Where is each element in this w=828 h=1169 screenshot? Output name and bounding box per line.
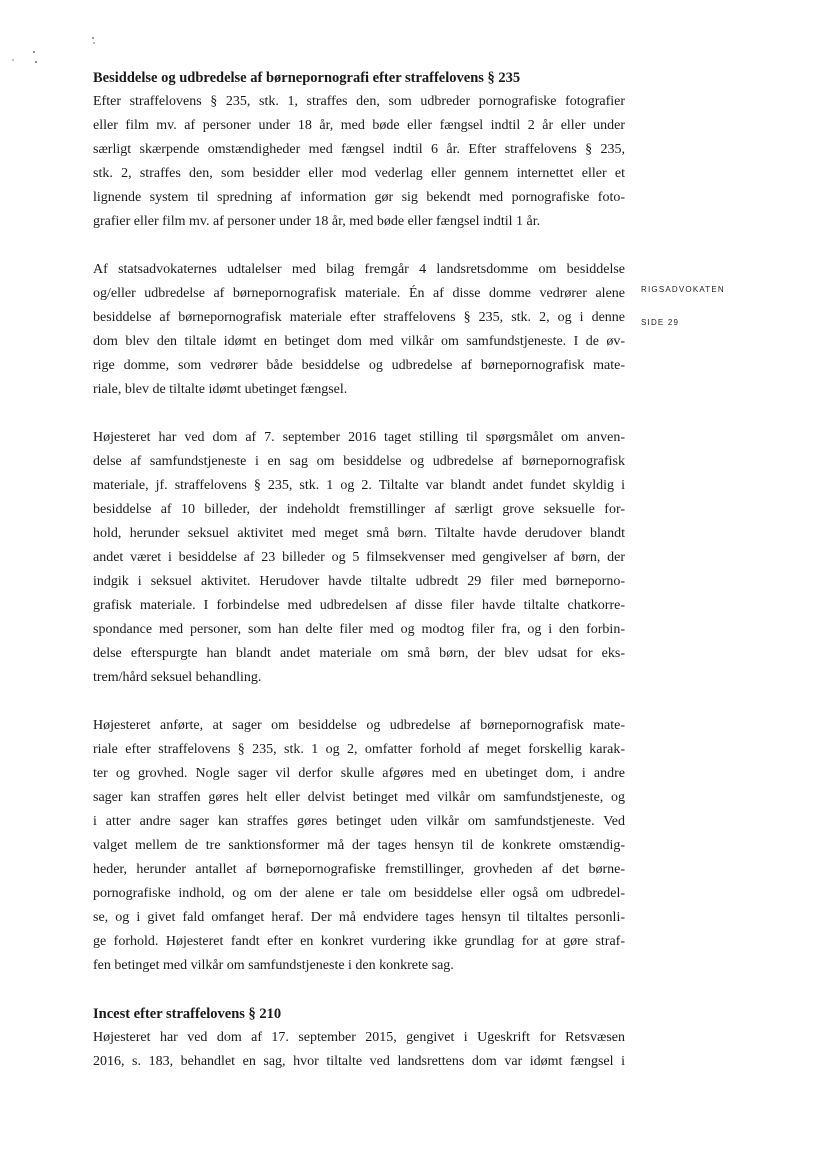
- text-line: fen betinget med vilkår om samfundstjeneste i den konkrete sag.: [93, 958, 454, 973]
- paragraph: [93, 426, 625, 690]
- margin-header: [641, 285, 725, 327]
- text-line: eller film mv. af personer under 18 år, med bøde eller fængsel indtil 2 år eller under: [93, 118, 625, 133]
- text-line: delse efterspurgte han blandt andet materiale om små børn, der blev udsat for eks-: [93, 646, 625, 661]
- section-incest: [93, 1002, 625, 1074]
- text-line: se, og i givet fald omfanget heraf. Der må endvidere tages hensyn til tiltaltes personli-: [93, 910, 625, 925]
- text-line: dom blev den tiltale idømt en betinget dom med vilkår om samfundstjeneste. I de øv-: [93, 334, 625, 349]
- text-line: Højesteret anførte, at sager om besiddelse og udbredelse af børnepornografisk mate-: [93, 718, 625, 733]
- text-line: lignende system til spredning af information gør sig bekendt med pornografiske foto-: [93, 190, 625, 205]
- text-line: trem/hård seksuel behandling.: [93, 670, 262, 685]
- section-heading: Besiddelse og udbredelse af børnepornografi efter straffelovens § 235: [93, 70, 521, 86]
- text-line: grafier eller film mv. af personer under 18 år, med bøde eller fængsel indtil 1 år.: [93, 214, 541, 229]
- scan-artifact-dots: [8, 34, 98, 74]
- section-heading: Incest efter straffelovens § 210: [93, 1006, 282, 1022]
- text-line: Efter straffelovens § 235, stk. 1, straffes den, som udbreder pornografiske fotografier: [93, 94, 625, 109]
- text-line: valget mellem de tre sanktionsformer må der tages hensyn til de konkrete omstændig-: [93, 838, 625, 853]
- paragraph: [93, 258, 625, 402]
- text-line: stk. 2, straffes den, som besidder eller mod vederlag eller gennem internettet eller et: [93, 166, 625, 181]
- text-line: riale efter straffelovens § 235, stk. 1 og 2, omfatter forhold af meget forskellig karak-: [93, 742, 625, 757]
- text-line: riale, blev de tiltalte idømt ubetinget fængsel.: [93, 382, 348, 397]
- text-line: besiddelse af børnepornografisk materiale efter straffelovens § 235, stk. 2, og i denne: [93, 310, 625, 325]
- text-line: ter og grovhed. Nogle sager vil derfor skulle afgøres med en ubetinget dom, i andre: [93, 766, 625, 781]
- text-line: andet været i besiddelse af 23 billeder og 5 filmsekvenser med gengivelser af børn, der: [93, 550, 625, 565]
- text-line: Af statsadvokaternes udtalelser med bilag fremgår 4 landsretsdomme om besiddelse: [93, 262, 625, 277]
- text-line: ge forhold. Højesteret fandt efter en konkret vurdering ikke grundlag for at gøre straf-: [93, 934, 625, 949]
- text-line: grafisk materiale. I forbindelse med udbredelsen af disse filer havde tiltalte chatkorre-: [93, 598, 625, 613]
- text-line: rige domme, som vedrører både besiddelse og udbredelse af børnepornografisk mate-: [93, 358, 625, 373]
- text-line: delse af samfundstjeneste i en sag om besiddelse og udbredelse af børnepornografisk: [93, 454, 625, 469]
- text-line: og/eller udbredelse af børnepornografisk materiale. Én af disse domme vedrører alene: [93, 286, 625, 301]
- text-line: indgik i seksuel aktivitet. Herudover havde tiltalte udbredt 29 filer med børneporno-: [93, 574, 625, 589]
- text-line: materiale, jf. straffelovens § 235, stk. 1 og 2. Tiltalte var blandt andet fundet skyldig i: [93, 478, 625, 493]
- text-line: 2016, s. 183, behandlet en sag, hvor tiltalte ved landsrettens dom var idømt fængsel i: [93, 1054, 625, 1069]
- text-line: heder, herunder antallet af børnepornografiske fremstillinger, grovheden af det børne-: [93, 862, 625, 877]
- text-line: særligt skærpende omstændigheder med fængsel indtil 6 år. Efter straffelovens § 235,: [93, 142, 625, 157]
- text-line: hold, herunder seksuel aktivitet med meget små børn. Tiltalte havde derudover blandt: [93, 526, 625, 541]
- page-number: SIDE 29: [641, 318, 680, 327]
- text-line: spondance med personer, som han delte filer med og modtog filer fra, og i den forbin-: [93, 622, 625, 637]
- text-line: besiddelse af 10 billeder, der indeholdt fremstillinger af særligt grove seksuelle for-: [93, 502, 625, 517]
- text-line: sager kan straffen gøres helt eller delvist betinget med vilkår om samfundstjeneste, og: [93, 790, 625, 805]
- text-line: Højesteret har ved dom af 7. september 2016 taget stilling til spørgsmålet om anven-: [93, 430, 625, 445]
- organization-name: RIGSADVOKATEN: [641, 285, 725, 294]
- section-possession-distribution: [93, 66, 625, 234]
- text-line: i atter andre sager kan straffes gøres betinget uden vilkår om samfundstjeneste. Ved: [93, 814, 625, 829]
- paragraph: [93, 714, 625, 978]
- text-line: pornografiske indhold, og om der alene er tale om besiddelse eller også om udbredel-: [93, 886, 625, 901]
- paragraph: [93, 90, 625, 234]
- paragraph: [93, 1026, 625, 1074]
- text-line: Højesteret har ved dom af 17. september 2015, gengivet i Ugeskrift for Retsvæsen: [93, 1030, 625, 1045]
- main-text: [93, 66, 625, 1074]
